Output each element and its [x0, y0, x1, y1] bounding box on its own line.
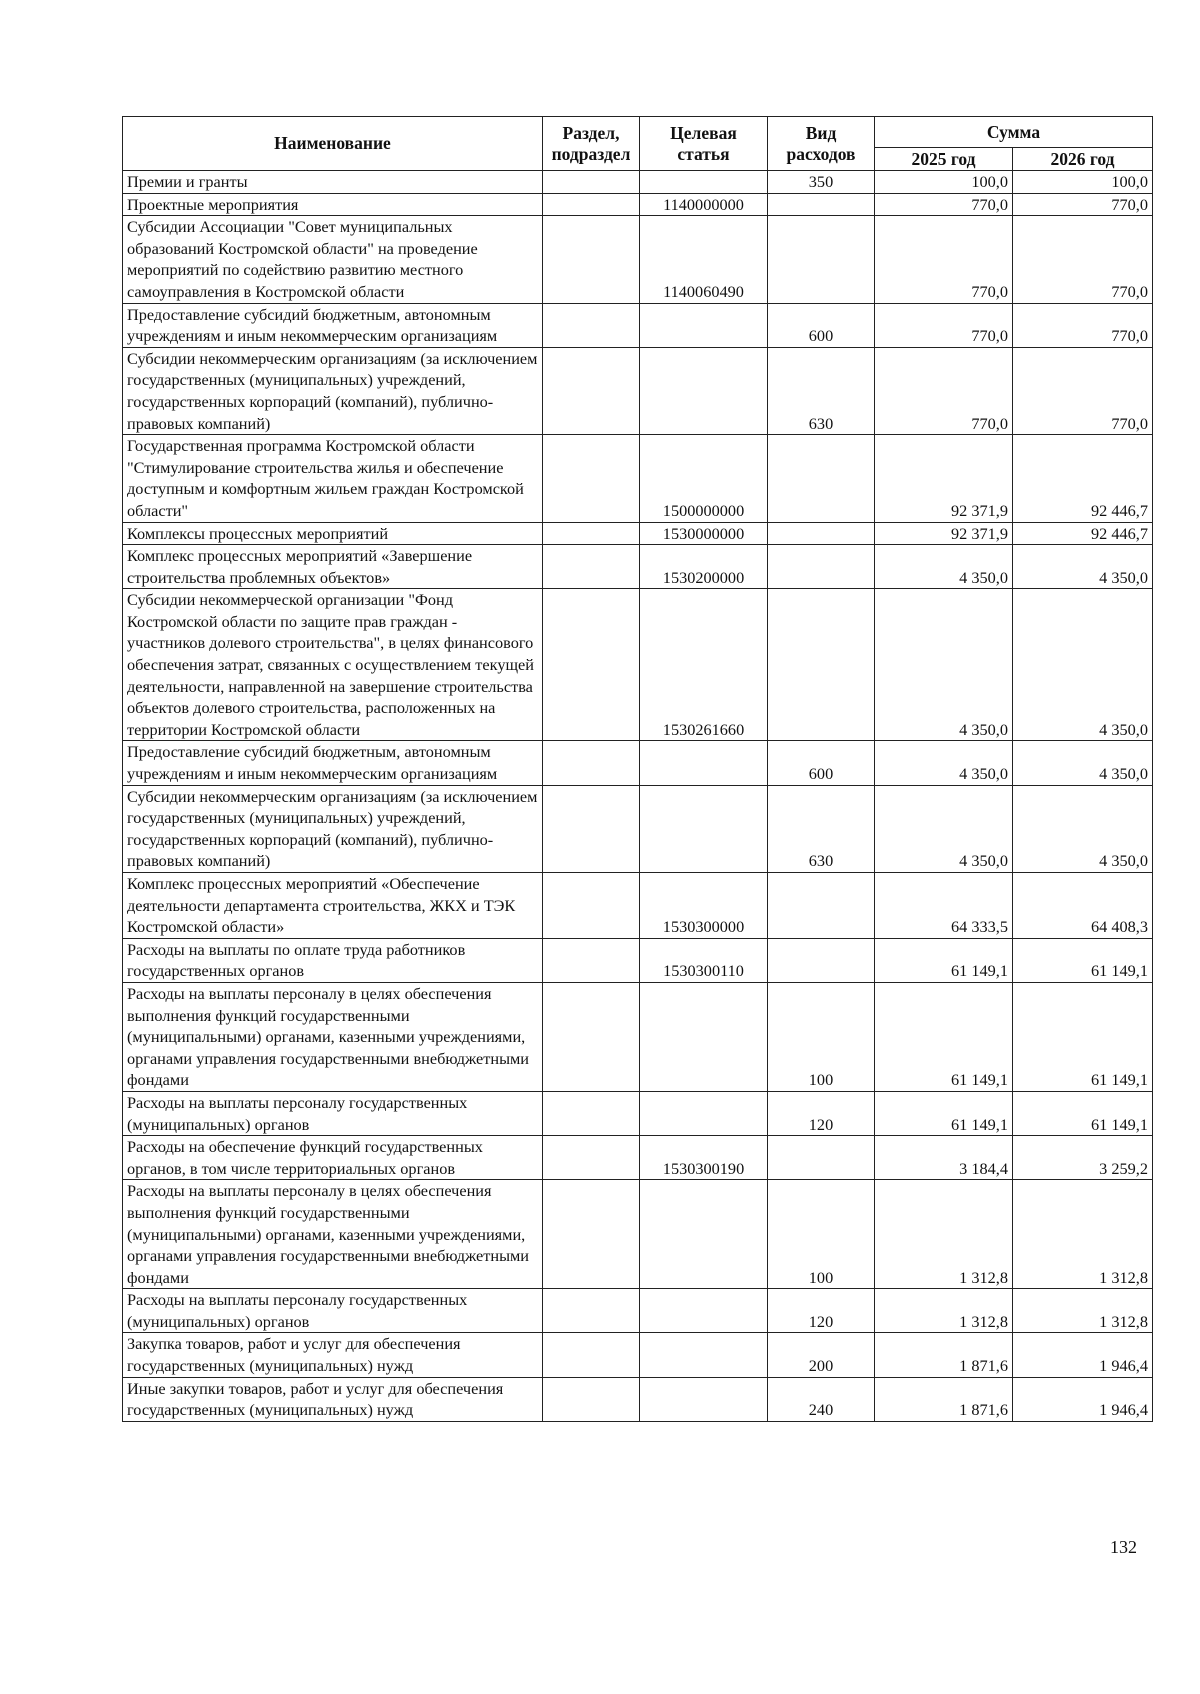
- table-row: [123, 873, 1153, 939]
- cell-sum-2026: 64 408,3: [1013, 873, 1153, 939]
- cell-expense-type: [768, 522, 875, 545]
- table-row: [123, 216, 1153, 303]
- table-row: [123, 1091, 1153, 1135]
- cell-name: Предоставление субсидий бюджетным, автономным учреждениям и иным некоммерческим организациям: [123, 303, 543, 347]
- cell-sum-2026: 1 946,4: [1013, 1333, 1153, 1377]
- cell-sum-2026: 1 946,4: [1013, 1377, 1153, 1421]
- cell-sum-2025: 1 312,8: [875, 1180, 1013, 1289]
- header-sum: Сумма: [875, 117, 1153, 148]
- cell-target-article: 1530000000: [640, 522, 768, 545]
- cell-section: [543, 171, 640, 194]
- cell-sum-2026: 4 350,0: [1013, 785, 1153, 872]
- cell-target-article: 1530200000: [640, 545, 768, 589]
- cell-target-article: [640, 1289, 768, 1333]
- table-row: [123, 193, 1153, 216]
- cell-sum-2025: 770,0: [875, 303, 1013, 347]
- cell-section: [543, 1091, 640, 1135]
- cell-section: [543, 938, 640, 982]
- cell-target-article: [640, 1091, 768, 1135]
- cell-target-article: [640, 785, 768, 872]
- cell-sum-2025: 770,0: [875, 216, 1013, 303]
- cell-expense-type: 100: [768, 1180, 875, 1289]
- cell-name: Субсидии некоммерческой организации "Фонд Костромской области по защите прав граждан - участников долевого строительства", в целях финансового обеспечения затрат, связанных с осуществлением текущей деятельности, направленной на завершение строительства объектов долевого строительства, расположенных на территории Костромской области: [123, 589, 543, 741]
- cell-sum-2026: 770,0: [1013, 193, 1153, 216]
- table-body: [123, 171, 1153, 1422]
- cell-sum-2026: 770,0: [1013, 303, 1153, 347]
- cell-sum-2026: 61 149,1: [1013, 938, 1153, 982]
- cell-sum-2025: 4 350,0: [875, 545, 1013, 589]
- cell-name: Закупка товаров, работ и услуг для обеспечения государственных (муниципальных) нужд: [123, 1333, 543, 1377]
- table-row: [123, 1333, 1153, 1377]
- cell-sum-2025: 1 871,6: [875, 1333, 1013, 1377]
- cell-name: Субсидии некоммерческим организациям (за исключением государственных (муниципальных) учреждений, государственных корпораций (компаний), публично-правовых компаний): [123, 347, 543, 434]
- cell-sum-2025: 92 371,9: [875, 435, 1013, 522]
- cell-section: [543, 1377, 640, 1421]
- cell-name: Субсидии Ассоциации "Совет муниципальных образований Костромской области" на проведение мероприятий по содействию развитию местного самоуправления в Костромской области: [123, 216, 543, 303]
- cell-expense-type: 200: [768, 1333, 875, 1377]
- cell-name: Расходы на обеспечение функций государственных органов, в том числе территориальных органов: [123, 1136, 543, 1180]
- cell-sum-2026: 1 312,8: [1013, 1180, 1153, 1289]
- cell-sum-2025: 3 184,4: [875, 1136, 1013, 1180]
- cell-section: [543, 1136, 640, 1180]
- cell-expense-type: [768, 435, 875, 522]
- cell-name: Расходы на выплаты по оплате труда работников государственных органов: [123, 938, 543, 982]
- header-name: Наименование: [123, 117, 543, 171]
- cell-sum-2025: 770,0: [875, 347, 1013, 434]
- cell-expense-type: [768, 873, 875, 939]
- cell-sum-2025: 1 312,8: [875, 1289, 1013, 1333]
- table-row: [123, 982, 1153, 1091]
- cell-expense-type: [768, 589, 875, 741]
- cell-expense-type: 630: [768, 785, 875, 872]
- table-row: [123, 1136, 1153, 1180]
- cell-expense-type: 120: [768, 1289, 875, 1333]
- table-row: [123, 1289, 1153, 1333]
- cell-target-article: 1500000000: [640, 435, 768, 522]
- cell-section: [543, 193, 640, 216]
- cell-name: Расходы на выплаты персоналу в целях обеспечения выполнения функций государственными (муниципальными) органами, казенными учреждениями, органами управления государственными внебюджетными фондами: [123, 1180, 543, 1289]
- cell-section: [543, 216, 640, 303]
- cell-target-article: 1530300110: [640, 938, 768, 982]
- table-row: [123, 938, 1153, 982]
- cell-target-article: [640, 1377, 768, 1421]
- header-year-2026: 2026 год: [1013, 148, 1153, 171]
- cell-target-article: 1530261660: [640, 589, 768, 741]
- table-row: [123, 741, 1153, 785]
- cell-sum-2025: 100,0: [875, 171, 1013, 194]
- cell-section: [543, 522, 640, 545]
- cell-name: Предоставление субсидий бюджетным, автономным учреждениям и иным некоммерческим организациям: [123, 741, 543, 785]
- cell-name: Расходы на выплаты персоналу в целях обеспечения выполнения функций государственными (муниципальными) органами, казенными учреждениями, органами управления государственными внебюджетными фондами: [123, 982, 543, 1091]
- cell-section: [543, 1333, 640, 1377]
- cell-expense-type: [768, 938, 875, 982]
- header-row-top: [123, 117, 1153, 148]
- cell-target-article: [640, 982, 768, 1091]
- cell-sum-2025: 770,0: [875, 193, 1013, 216]
- header-type: Вид расходов: [768, 117, 875, 171]
- table-row: [123, 171, 1153, 194]
- cell-sum-2025: 61 149,1: [875, 938, 1013, 982]
- cell-sum-2025: 92 371,9: [875, 522, 1013, 545]
- cell-name: Комплексы процессных мероприятий: [123, 522, 543, 545]
- cell-sum-2026: 92 446,7: [1013, 435, 1153, 522]
- cell-target-article: 1530300000: [640, 873, 768, 939]
- cell-sum-2025: 61 149,1: [875, 1091, 1013, 1135]
- cell-name: Расходы на выплаты персоналу государственных (муниципальных) органов: [123, 1289, 543, 1333]
- table-row: [123, 522, 1153, 545]
- cell-sum-2026: 4 350,0: [1013, 741, 1153, 785]
- cell-sum-2026: 1 312,8: [1013, 1289, 1153, 1333]
- cell-section: [543, 785, 640, 872]
- cell-expense-type: [768, 216, 875, 303]
- cell-target-article: [640, 1180, 768, 1289]
- header-section: Раздел, подраздел: [543, 117, 640, 171]
- table-header: [123, 117, 1153, 171]
- cell-name: Проектные мероприятия: [123, 193, 543, 216]
- cell-name: Премии и гранты: [123, 171, 543, 194]
- cell-target-article: 1140060490: [640, 216, 768, 303]
- cell-target-article: [640, 347, 768, 434]
- cell-target-article: [640, 741, 768, 785]
- cell-target-article: 1530300190: [640, 1136, 768, 1180]
- table-row: [123, 785, 1153, 872]
- cell-sum-2026: 92 446,7: [1013, 522, 1153, 545]
- cell-section: [543, 1289, 640, 1333]
- cell-target-article: 1140000000: [640, 193, 768, 216]
- cell-sum-2025: 1 871,6: [875, 1377, 1013, 1421]
- cell-expense-type: 100: [768, 982, 875, 1091]
- table-row: [123, 347, 1153, 434]
- cell-section: [543, 1180, 640, 1289]
- cell-sum-2025: 61 149,1: [875, 982, 1013, 1091]
- cell-section: [543, 589, 640, 741]
- cell-expense-type: 600: [768, 303, 875, 347]
- cell-section: [543, 303, 640, 347]
- budget-table: [122, 116, 1153, 1422]
- cell-sum-2026: 770,0: [1013, 216, 1153, 303]
- cell-sum-2026: 100,0: [1013, 171, 1153, 194]
- cell-sum-2025: 4 350,0: [875, 785, 1013, 872]
- table-row: [123, 435, 1153, 522]
- table-row: [123, 545, 1153, 589]
- cell-section: [543, 545, 640, 589]
- cell-section: [543, 982, 640, 1091]
- cell-section: [543, 435, 640, 522]
- header-year-2025: 2025 год: [875, 148, 1013, 171]
- cell-target-article: [640, 1333, 768, 1377]
- table-row: [123, 589, 1153, 741]
- cell-expense-type: 600: [768, 741, 875, 785]
- cell-sum-2026: 3 259,2: [1013, 1136, 1153, 1180]
- cell-name: Иные закупки товаров, работ и услуг для обеспечения государственных (муниципальных) нужд: [123, 1377, 543, 1421]
- cell-sum-2026: 4 350,0: [1013, 589, 1153, 741]
- cell-name: Расходы на выплаты персоналу государственных (муниципальных) органов: [123, 1091, 543, 1135]
- cell-name: Комплекс процессных мероприятий «Обеспечение деятельности департамента строительства, ЖКХ и ТЭК Костромской области»: [123, 873, 543, 939]
- header-target: Целевая статья: [640, 117, 768, 171]
- cell-target-article: [640, 303, 768, 347]
- cell-sum-2025: 4 350,0: [875, 741, 1013, 785]
- cell-expense-type: 350: [768, 171, 875, 194]
- cell-section: [543, 873, 640, 939]
- cell-expense-type: [768, 545, 875, 589]
- table-row: [123, 1377, 1153, 1421]
- table-row: [123, 303, 1153, 347]
- cell-expense-type: 120: [768, 1091, 875, 1135]
- cell-name: Государственная программа Костромской области "Стимулирование строительства жилья и обеспечение доступным и комфортным жильем граждан Костромской области": [123, 435, 543, 522]
- table-row: [123, 1180, 1153, 1289]
- cell-sum-2025: 4 350,0: [875, 589, 1013, 741]
- cell-target-article: [640, 171, 768, 194]
- cell-sum-2026: 4 350,0: [1013, 545, 1153, 589]
- cell-expense-type: [768, 193, 875, 216]
- cell-name: Комплекс процессных мероприятий «Завершение строительства проблемных объектов»: [123, 545, 543, 589]
- cell-section: [543, 347, 640, 434]
- cell-expense-type: 240: [768, 1377, 875, 1421]
- cell-sum-2025: 64 333,5: [875, 873, 1013, 939]
- cell-expense-type: 630: [768, 347, 875, 434]
- page-number: 132: [1110, 1537, 1137, 1557]
- cell-expense-type: [768, 1136, 875, 1180]
- cell-section: [543, 741, 640, 785]
- cell-sum-2026: 770,0: [1013, 347, 1153, 434]
- cell-name: Субсидии некоммерческим организациям (за исключением государственных (муниципальных) учреждений, государственных корпораций (компаний), публично-правовых компаний): [123, 785, 543, 872]
- cell-sum-2026: 61 149,1: [1013, 982, 1153, 1091]
- cell-sum-2026: 61 149,1: [1013, 1091, 1153, 1135]
